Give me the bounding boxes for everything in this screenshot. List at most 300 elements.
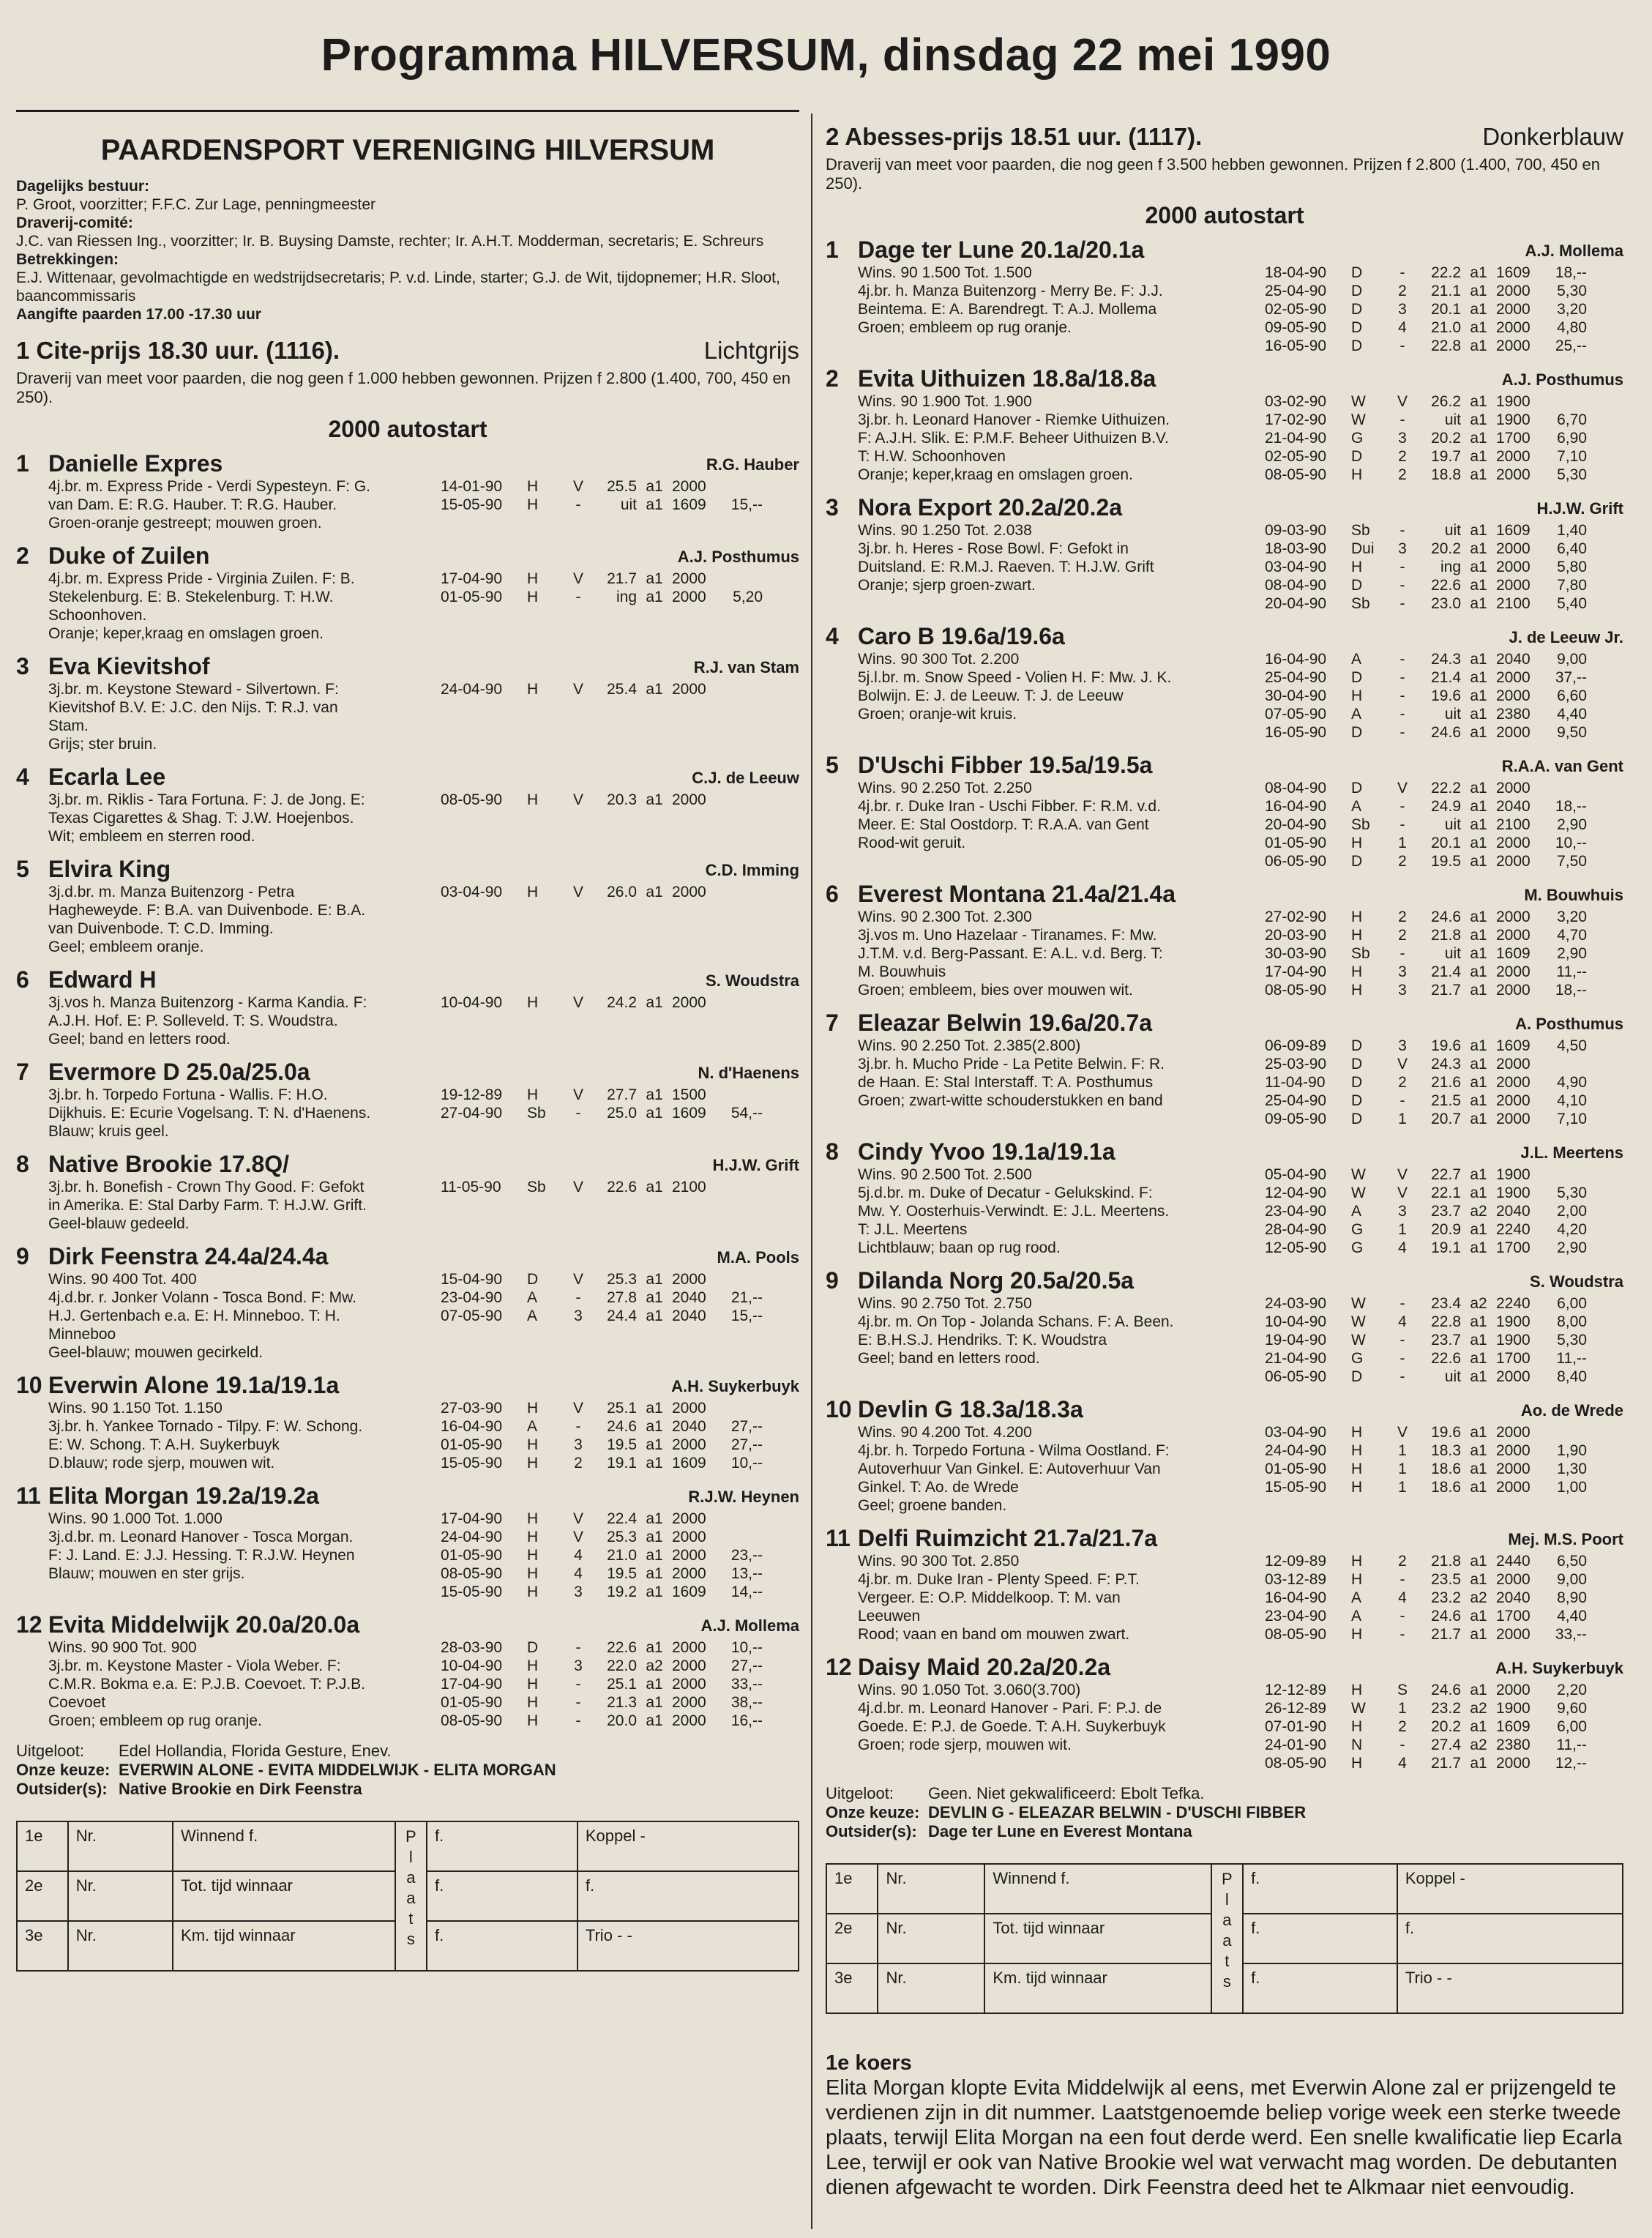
performance-row: [1265, 963, 1587, 981]
horse-body: [826, 392, 1623, 484]
performance-cell: D: [1351, 780, 1363, 797]
horse-body: [16, 1510, 799, 1601]
performance-cell: 2000: [672, 1271, 706, 1288]
performance-cell: 18.6: [1431, 1461, 1461, 1477]
performance-cell: -: [1399, 687, 1405, 704]
performance-cell: 1700: [1496, 430, 1530, 447]
description-line: Ginkel. T: Ao. de Wrede: [858, 1479, 1019, 1496]
performance-cell: 2000: [1496, 687, 1530, 704]
performance-cell: [717, 791, 763, 809]
performance-cell: 21.8: [1431, 1553, 1461, 1570]
performance-row: [1265, 1478, 1587, 1496]
horse-description: [16, 791, 441, 846]
horse-body: [826, 1681, 1623, 1772]
performance-cell: 11-04-90: [1265, 1074, 1326, 1091]
performance-cell: 21.8: [1431, 927, 1461, 944]
horse-description: [16, 883, 441, 956]
performance-cell: a1: [1470, 927, 1487, 944]
description-line: Lichtblauw; baan op rug rood.: [858, 1239, 1061, 1256]
performance-cell: A: [527, 1308, 538, 1324]
performance-cell: 20.9: [1431, 1221, 1461, 1238]
horse-description: [16, 1086, 441, 1141]
performance-cell: -: [1399, 522, 1405, 539]
performance-row: [1265, 594, 1587, 613]
performance-cell: a1: [646, 1289, 663, 1306]
performance-cell: Dui: [1351, 540, 1375, 557]
result-table-1: [16, 1821, 799, 1972]
performance-cell: 23.0: [1431, 595, 1461, 612]
performance-cell: 19-12-89: [441, 1086, 503, 1103]
description-line: Wins. 90 1.150 Tot. 1.150: [48, 1400, 223, 1417]
performance-row: [1265, 926, 1587, 944]
performance-cell: 18.3: [1431, 1442, 1461, 1459]
description-line: Wins. 90 1.250 Tot. 2.038: [858, 522, 1032, 539]
description-line: 3j.br. m. Keystone Master - Viola Weber. F:: [48, 1657, 341, 1674]
performance-cell: H: [527, 1436, 539, 1453]
combo-cell: f.: [1397, 1914, 1623, 1963]
description-line: Groen; oranje-wit kruis.: [858, 706, 1017, 723]
description-line: 3j.br. m. Keystone Steward - Silvertown. F:: [48, 681, 339, 698]
horse-number: 1: [16, 450, 29, 477]
performance-cell: 11,--: [1556, 1737, 1587, 1753]
performance-cell: Sb: [1351, 816, 1370, 833]
footer-value: DEVLIN G - ELEAZAR BELWIN - D'USCHI FIBBER: [928, 1803, 1307, 1821]
horse-number: 8: [826, 1138, 839, 1165]
horse-entry: [826, 1654, 1623, 1772]
performance-cell: H: [527, 1086, 539, 1103]
performance-cell: 19.7: [1431, 448, 1461, 465]
performance-cell: Sb: [1351, 595, 1370, 612]
performance-cell: 27.8: [607, 1289, 637, 1306]
performance-cell: H: [527, 589, 539, 605]
performance-cell: a1: [646, 791, 663, 808]
place-label: 3e: [826, 1963, 878, 2013]
performance-row: [1265, 779, 1587, 797]
description-line: 3j.vos h. Manza Buitenzorg - Karma Kandia. F:: [48, 994, 367, 1011]
description-line: A.J.H. Hof. E: P. Solleveld. T: S. Woudstra.: [48, 1012, 338, 1029]
performance-cell: 9,00: [1557, 1571, 1587, 1588]
performance-cell: 07-05-90: [441, 1308, 503, 1324]
footer-line: [826, 1822, 1623, 1841]
horse-header: [826, 236, 1623, 264]
performance-cell: 8,90: [1557, 1589, 1587, 1606]
description-line: 3j.br. h. Heres - Rose Bowl. F: Gefokt in: [858, 540, 1129, 557]
horse-number: 1: [826, 236, 839, 263]
performance-cell: 07-01-90: [1265, 1718, 1327, 1735]
footer-value: EVERWIN ALONE - EVITA MIDDELWIJK - ELITA MORGAN: [119, 1761, 556, 1779]
performance-cell: 19.6: [1431, 1424, 1461, 1441]
performance-cell: V: [1397, 1056, 1408, 1073]
performance-cell: a1: [1470, 448, 1487, 465]
performance-row: [1265, 1607, 1587, 1625]
performance-row: [1265, 1239, 1587, 1257]
performance-row: [1265, 1349, 1587, 1368]
description-line: Coevoet: [48, 1694, 106, 1711]
performance-row: [1265, 1699, 1587, 1717]
description-line: van Dam. E: R.G. Hauber. T: R.G. Hauber.: [48, 496, 337, 513]
performance-cell: -: [1399, 1332, 1405, 1349]
performance-cell: a1: [646, 1418, 663, 1435]
description-line: Geel; band en letters rood.: [48, 1031, 231, 1048]
performance-cell: a1: [646, 1086, 663, 1103]
description-line: 3j.br. h. Yankee Tornado - Tilpy. F: W. Schong.: [48, 1418, 363, 1435]
performance-cell: H: [527, 1400, 539, 1417]
horse-description: [16, 570, 441, 643]
performance-cell: 05-04-90: [1265, 1166, 1327, 1183]
performance-cell: 20-04-90: [1265, 595, 1327, 612]
performance-cell: a1: [1470, 853, 1487, 870]
performance-list: [1265, 650, 1587, 742]
performance-cell: 3: [1398, 540, 1407, 557]
performance-row: [1265, 392, 1587, 411]
performance-cell: 10,--: [730, 1455, 763, 1472]
value-label: Km. tijd winnaar: [984, 1963, 1211, 2013]
performance-row: [1265, 797, 1587, 816]
performance-cell: a1: [646, 1584, 663, 1600]
performance-cell: a1: [1470, 337, 1487, 354]
performance-cell: H: [1351, 1755, 1363, 1772]
horse-description: [826, 1294, 1265, 1386]
footer-line: [826, 1784, 1623, 1803]
performance-row: [1265, 908, 1587, 926]
performance-row: [441, 1104, 763, 1122]
performance-cell: 21.0: [1431, 319, 1461, 336]
performance-cell: 27-04-90: [441, 1105, 503, 1122]
performance-cell: 2040: [1496, 1589, 1530, 1606]
horse-entry: [826, 1396, 1623, 1515]
performance-cell: 2000: [1496, 982, 1530, 999]
description-line: T: H.W. Schoonhoven: [858, 448, 1006, 465]
description-line: 4j.br. m. Express Pride - Verdi Sypesteyn. F: G.: [48, 478, 370, 495]
performance-row: [1265, 816, 1587, 834]
performance-cell: 21.3: [607, 1694, 637, 1711]
performance-cell: 01-05-90: [441, 1694, 503, 1711]
description-line: Wins. 90 2.250 Tot. 2.385(2.800): [858, 1037, 1081, 1054]
horse-number: 9: [16, 1243, 29, 1269]
performance-cell: 22.0: [607, 1657, 637, 1674]
performance-cell: 3: [1398, 301, 1407, 318]
horse-name-text: D'Uschi Fibber 19.5a/19.5a: [858, 752, 1153, 778]
performance-row: [1265, 1092, 1587, 1110]
performance-cell: 2040: [1496, 798, 1530, 815]
performance-cell: 17-04-90: [1265, 963, 1327, 980]
page-title: Programma HILVERSUM, dinsdag 22 mei 1990: [321, 30, 1331, 81]
horse-driver: A. Posthumus: [1515, 1015, 1623, 1033]
description-line: Wins. 90 2.750 Tot. 2.750: [858, 1295, 1032, 1312]
horse-driver: R.G. Hauber: [706, 455, 799, 474]
performance-list: [1265, 1681, 1587, 1772]
performance-row: [441, 1657, 763, 1675]
nr-cell: Nr.: [878, 1914, 984, 1963]
performance-cell: -: [575, 1418, 581, 1435]
performance-cell: a1: [1470, 319, 1487, 336]
performance-cell: 10,--: [730, 1639, 763, 1656]
description-line: Groen; zwart-witte schouderstukken en band: [858, 1092, 1163, 1109]
performance-cell: a1: [1470, 522, 1487, 539]
vereniging-name: PAARDENSPORT VERENIGING HILVERSUM: [100, 134, 715, 166]
performance-cell: 5,30: [1557, 283, 1587, 299]
performance-cell: 2000: [1496, 319, 1530, 336]
performance-cell: a1: [1470, 945, 1487, 962]
performance-cell: [1541, 392, 1587, 411]
performance-cell: G: [1351, 430, 1364, 447]
performance-cell: -: [1399, 595, 1405, 612]
description-line: Wins. 90 2.300 Tot. 2.300: [858, 909, 1032, 925]
performance-cell: 2000: [1496, 283, 1530, 299]
performance-cell: 3,20: [1557, 301, 1587, 318]
performance-cell: V: [1397, 1185, 1408, 1201]
horse-body: [826, 521, 1623, 613]
performance-cell: 09-03-90: [1265, 522, 1327, 539]
performance-cell: 01-05-90: [1265, 1461, 1327, 1477]
performance-row: [1265, 521, 1587, 540]
performance-cell: a1: [1470, 595, 1487, 612]
performance-cell: H: [527, 570, 539, 587]
performance-cell: 1700: [1496, 1239, 1530, 1256]
horse-entry: [16, 856, 799, 956]
performance-cell: 1,90: [1557, 1442, 1587, 1459]
performance-cell: V: [572, 570, 583, 587]
performance-cell: 23.5: [1431, 1571, 1461, 1588]
horse-header: [16, 542, 799, 570]
horse-driver: C.D. Imming: [705, 861, 799, 879]
performance-cell: 06-05-90: [1265, 1368, 1327, 1385]
performance-cell: 27,--: [730, 1436, 763, 1453]
description-line: Wins. 90 300 Tot. 2.850: [858, 1553, 1020, 1570]
performance-cell: a1: [1470, 1056, 1487, 1073]
result-table-2: [826, 1863, 1623, 2014]
description-line: 3j.br. h. Bonefish - Crown Thy Good. F: Gefokt: [48, 1179, 365, 1196]
race-footer: [16, 1742, 799, 1799]
performance-cell: 25.5: [607, 478, 637, 495]
performance-cell: 2,90: [1557, 945, 1587, 962]
performance-cell: 6,90: [1557, 430, 1587, 447]
performance-cell: -: [1399, 816, 1405, 833]
performance-cell: -: [575, 1712, 581, 1729]
performance-row: [1265, 1073, 1587, 1092]
vereniging-line: P. Groot, voorzitter; F.F.C. Zur Lage, penningmeester: [16, 196, 376, 213]
performance-list: [1265, 392, 1587, 484]
performance-cell: 12-09-89: [1265, 1553, 1327, 1570]
performance-cell: H: [527, 1455, 539, 1472]
vereniging-line: E.J. Wittenaar, gevolmachtigde en wedstrijdsecretaris; P. v.d. Linde, starter; G.J. de Wit, tijdopnemer; H.R. Sloot, baancommissaris: [16, 269, 780, 305]
performance-cell: 19.1: [1431, 1239, 1461, 1256]
performance-cell: -: [1399, 1737, 1405, 1753]
horse-driver: Ao. de Wrede: [1520, 1401, 1623, 1420]
nr-cell: Nr.: [68, 1871, 173, 1921]
performance-cell: 2000: [1496, 1571, 1530, 1588]
description-line: Schoonhoven.: [48, 607, 147, 624]
performance-row: [1265, 687, 1587, 705]
performance-cell: [717, 1399, 763, 1417]
performance-cell: 10-04-90: [1265, 1313, 1327, 1330]
horse-description: [826, 521, 1265, 613]
performance-cell: 17-04-90: [441, 1676, 503, 1693]
performance-cell: 15,--: [730, 1308, 763, 1324]
horse-header: [826, 1396, 1623, 1423]
horse-driver: H.J.W. Grift: [1536, 499, 1623, 518]
performance-cell: 25-04-90: [1265, 1092, 1327, 1109]
horse-driver: R.A.A. van Gent: [1501, 757, 1623, 775]
performance-row: [441, 1564, 763, 1583]
f-cell: f.: [427, 1921, 578, 1971]
horse-body: [826, 1294, 1623, 1386]
description-line: 3j.br. m. Riklis - Tara Fortuna. F: J. de Jong. E:: [48, 791, 365, 808]
performance-cell: V: [572, 1179, 583, 1196]
race-title: 2 Abesses-prijs 18.51 uur. (1117).: [826, 123, 1203, 150]
description-line: 4j.br. h. Manza Buitenzorg - Merry Be. F: J.J.: [858, 283, 1163, 299]
nr-cell: Nr.: [878, 1963, 984, 2013]
horse-header: [826, 1654, 1623, 1681]
performance-cell: V: [572, 1529, 583, 1545]
performance-cell: 16-05-90: [1265, 724, 1327, 741]
performance-cell: 5,30: [1557, 466, 1587, 483]
performance-cell: H: [527, 1565, 539, 1582]
footer-label: Uitgeloot:: [16, 1742, 84, 1760]
performance-row: [1265, 466, 1587, 484]
performance-cell: a2: [646, 1657, 663, 1674]
performance-cell: [1541, 1055, 1587, 1073]
horse-description: [826, 1552, 1265, 1644]
performance-cell: 01-05-90: [441, 1547, 503, 1564]
performance-cell: V: [572, 994, 583, 1011]
performance-cell: 27.4: [1431, 1737, 1461, 1753]
performance-list: [441, 477, 763, 532]
performance-cell: a1: [646, 1510, 663, 1527]
performance-row: [1265, 981, 1587, 999]
vereniging-line: Aangifte paarden 17.00 -17.30 uur: [16, 306, 261, 323]
horse-description: [826, 779, 1265, 870]
performance-cell: -: [1399, 1295, 1405, 1312]
performance-cell: 2000: [1496, 1092, 1530, 1109]
horse-body: [16, 883, 799, 956]
combo-cell: Koppel -: [1397, 1864, 1623, 1914]
performance-cell: a1: [646, 589, 663, 605]
performance-cell: a1: [1470, 1626, 1487, 1643]
performance-cell: 2000: [672, 884, 706, 900]
performance-cell: a1: [1470, 1461, 1487, 1477]
performance-row: [1265, 1331, 1587, 1349]
horse-entry: [16, 1151, 799, 1233]
performance-cell: a1: [1470, 724, 1487, 741]
performance-cell: a1: [1470, 982, 1487, 999]
horse-body: [16, 993, 799, 1048]
performance-cell: -: [1399, 945, 1405, 962]
performance-cell: 22.8: [1431, 337, 1461, 354]
vereniging-line: Draverij-comité:: [16, 215, 133, 231]
result-table: [826, 1863, 1623, 2014]
performance-cell: a2: [1470, 1700, 1487, 1717]
performance-row: [1265, 1110, 1587, 1128]
footer-label: Onze keuze:: [826, 1803, 920, 1821]
horse-description: [16, 1178, 441, 1233]
performance-cell: a1: [1470, 1350, 1487, 1367]
horse-body: [16, 791, 799, 846]
horse-name: [16, 1151, 289, 1178]
performance-cell: D: [1351, 1074, 1363, 1091]
performance-cell: 1: [1398, 1700, 1407, 1717]
performance-row: [441, 1675, 763, 1693]
performance-cell: V: [572, 1510, 583, 1527]
performance-cell: 33,--: [1555, 1626, 1587, 1643]
commentary: [826, 2051, 1623, 2200]
horse-name-text: Everest Montana 21.4a/21.4a: [858, 881, 1176, 907]
performance-cell: 2000: [1496, 1368, 1530, 1385]
performance-cell: 2000: [1496, 1111, 1530, 1127]
performance-cell: a1: [646, 1308, 663, 1324]
description-line: Stekelenburg. E: B. Stekelenburg. T: H.W.: [48, 589, 334, 605]
description-line: Wins. 90 2.250 Tot. 2.250: [858, 780, 1032, 797]
performance-cell: 11,--: [1556, 963, 1587, 980]
performance-cell: A: [1351, 1608, 1362, 1625]
description-line: 4j.d.br. m. Leonard Hanover - Pari. F: P.J. de: [858, 1700, 1162, 1717]
horse-name: [826, 236, 1144, 264]
horse-number: 4: [16, 764, 29, 790]
horse-number: 9: [826, 1267, 839, 1294]
description-line: de Haan. E: Stal Interstaff. T: A. Posthumus: [858, 1074, 1154, 1091]
performance-cell: 2000: [672, 1639, 706, 1656]
performance-cell: 1,30: [1557, 1461, 1587, 1477]
performance-cell: 24.9: [1431, 798, 1461, 815]
performance-cell: W: [1351, 1700, 1366, 1717]
performance-cell: 20.3: [607, 791, 637, 808]
performance-cell: 24-03-90: [1265, 1295, 1327, 1312]
performance-cell: a1: [646, 1676, 663, 1693]
performance-cell: 08-05-90: [1265, 1626, 1327, 1643]
result-table: [16, 1821, 799, 1972]
performance-cell: a1: [1470, 559, 1487, 575]
horse-name-text: Eleazar Belwin 19.6a/20.7a: [858, 1010, 1153, 1036]
performance-cell: 2: [1398, 927, 1407, 944]
performance-cell: S: [1397, 1682, 1408, 1698]
performance-cell: a1: [1470, 1092, 1487, 1109]
performance-cell: 2000: [1496, 1626, 1530, 1643]
performance-cell: 19.5: [1431, 853, 1461, 870]
performance-row: [441, 477, 763, 496]
performance-row: [1265, 411, 1587, 429]
performance-cell: 54,--: [730, 1105, 763, 1122]
performance-cell: 4,40: [1557, 706, 1587, 723]
performance-cell: 4: [1398, 319, 1407, 336]
horse-name-text: Everwin Alone 19.1a/19.1a: [48, 1372, 340, 1398]
performance-row: [441, 993, 763, 1012]
performance-cell: 07-05-90: [1265, 706, 1327, 723]
horse-name-text: Cindy Yvoo 19.1a/19.1a: [858, 1138, 1115, 1165]
description-line: E: W. Schong. T: A.H. Suykerbuyk: [48, 1436, 280, 1453]
vereniging-line: Dagelijks bestuur:: [16, 178, 150, 195]
performance-cell: 20.2: [1431, 540, 1461, 557]
horse-driver: R.J. van Stam: [693, 658, 799, 676]
performance-cell: W: [1351, 1313, 1366, 1330]
horse-name: [826, 1654, 1110, 1681]
footer-line: [16, 1742, 799, 1761]
performance-cell: 6,60: [1557, 687, 1587, 704]
description-line: Wins. 90 1.050 Tot. 3.060(3.700): [858, 1682, 1081, 1698]
horse-name-text: Daisy Maid 20.2a/20.2a: [858, 1654, 1111, 1680]
performance-cell: W: [1351, 393, 1366, 410]
horse-entry: [16, 764, 799, 846]
performance-row: [1265, 705, 1587, 723]
horse-header: [826, 365, 1623, 392]
performance-cell: 3: [1398, 963, 1407, 980]
horse-number: 5: [16, 856, 29, 882]
performance-cell: V: [1397, 780, 1408, 797]
performance-cell: 03-04-90: [1265, 1424, 1327, 1441]
performance-cell: H: [527, 884, 539, 900]
performance-cell: a1: [1470, 835, 1487, 851]
performance-cell: 18-03-90: [1265, 540, 1327, 557]
performance-cell: -: [1399, 1368, 1405, 1385]
